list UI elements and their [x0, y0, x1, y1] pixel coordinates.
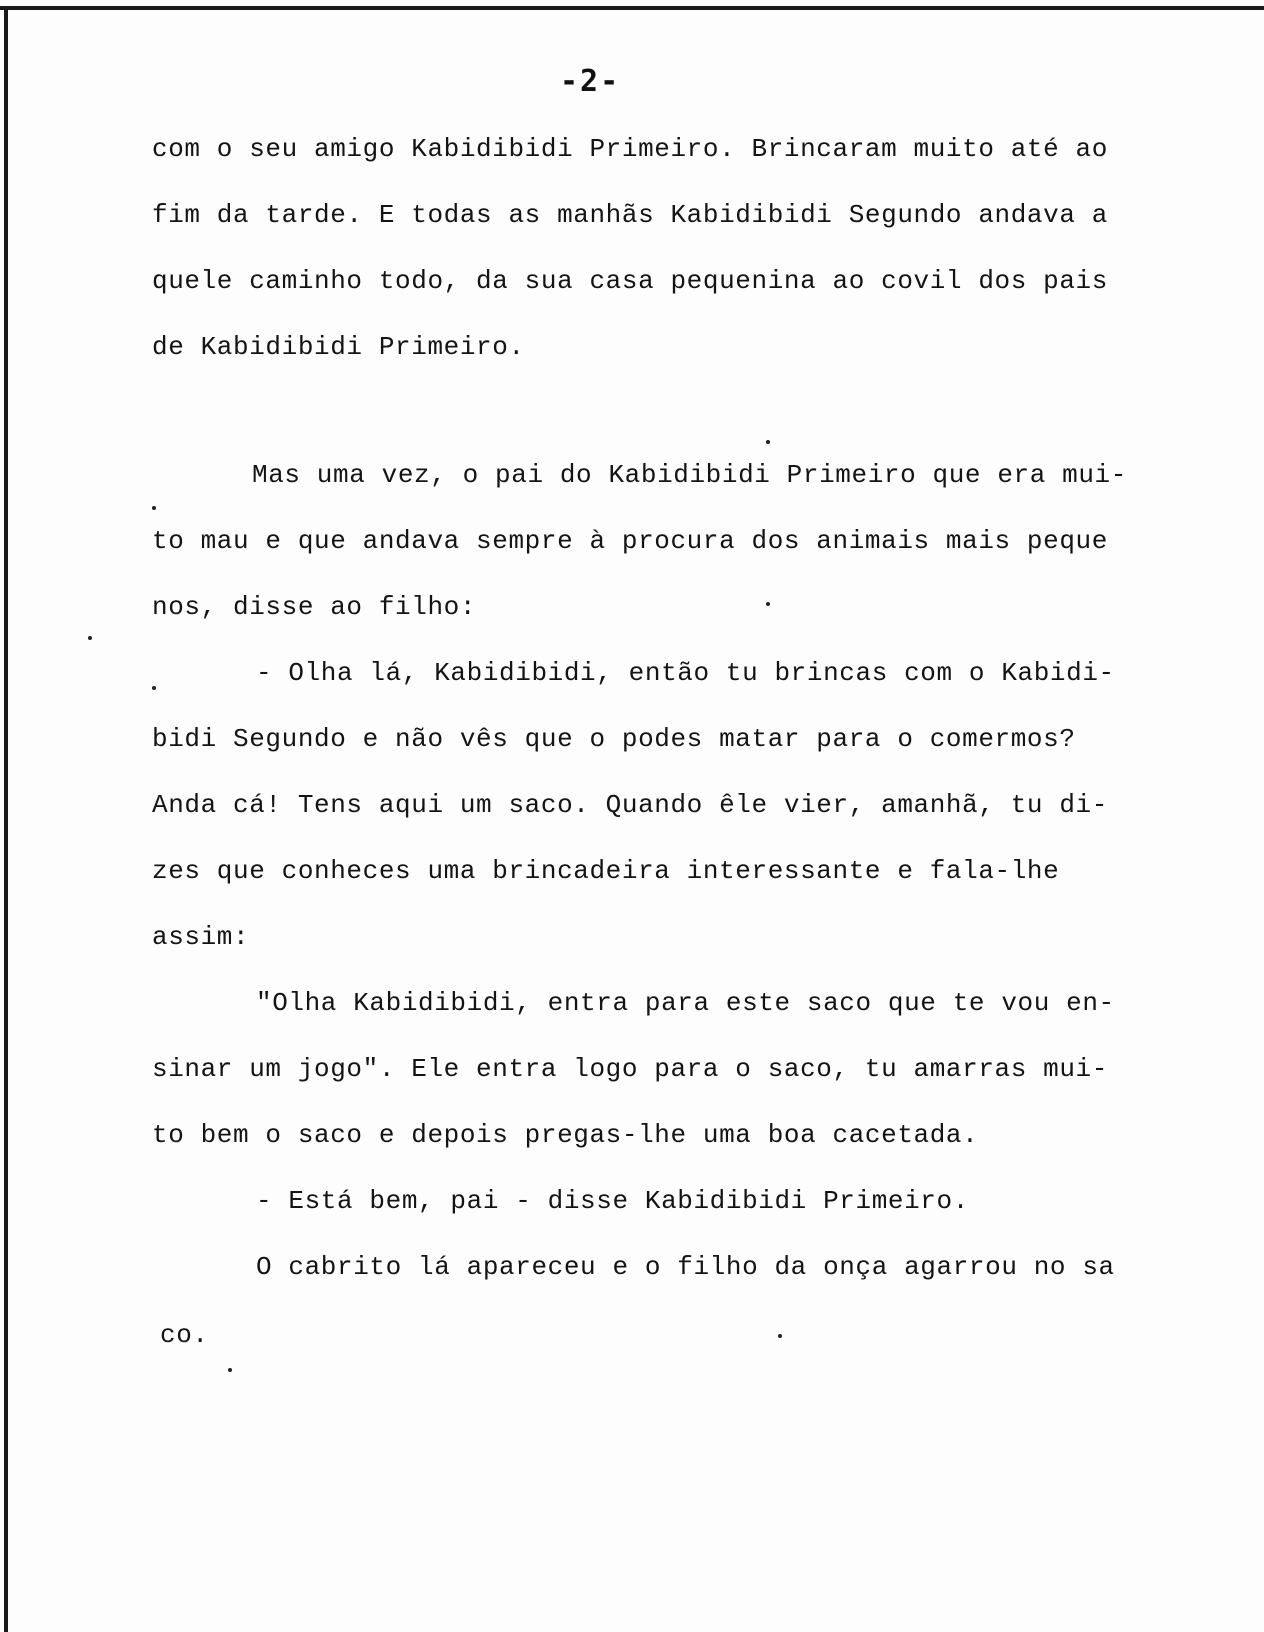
text-line: fim da tarde. E todas as manhãs Kabidibidi Segundo andava a	[152, 200, 1108, 230]
scan-left-border	[4, 6, 8, 1632]
scan-speck	[88, 636, 92, 640]
scan-speck	[152, 506, 156, 510]
page-number: -2-	[560, 64, 621, 99]
text-line: sinar um jogo". Ele entra logo para o saco, tu amarras mui-	[152, 1054, 1108, 1084]
text-line: O cabrito lá apareceu e o filho da onça agarrou no sa	[256, 1252, 1115, 1282]
scan-speck	[778, 1334, 782, 1338]
text-line: to mau e que andava sempre à procura dos animais mais peque	[152, 526, 1108, 556]
text-line: - Olha lá, Kabidibidi, então tu brincas com o Kabidi-	[256, 658, 1115, 688]
scan-speck	[228, 1368, 232, 1372]
text-line: zes que conheces uma brincadeira interessante e fala-lhe	[152, 856, 1060, 886]
text-line: de Kabidibidi Primeiro.	[152, 332, 525, 362]
text-line: - Está bem, pai - disse Kabidibidi Primeiro.	[256, 1186, 969, 1216]
text-line: assim:	[152, 922, 250, 952]
text-line: nos, disse ao filho:	[152, 592, 477, 622]
scan-speck	[766, 440, 770, 444]
text-line: bidi Segundo e não vês que o podes matar para o comermos?	[152, 724, 1076, 754]
text-line: Anda cá! Tens aqui um saco. Quando êle vier, amanhã, tu di-	[152, 790, 1108, 820]
text-line: co.	[160, 1320, 209, 1350]
scan-speck	[766, 602, 770, 606]
scan-top-border	[0, 6, 1264, 10]
text-line: to bem o saco e depois pregas-lhe uma boa cacetada.	[152, 1120, 979, 1150]
text-line: quele caminho todo, da sua casa pequenina ao covil dos pais	[152, 266, 1108, 296]
text-line: com o seu amigo Kabidibidi Primeiro. Brincaram muito até ao	[152, 134, 1108, 164]
scan-speck	[152, 686, 156, 690]
text-line: Mas uma vez, o pai do Kabidibidi Primeiro que era mui-	[252, 460, 1127, 490]
text-line: "Olha Kabidibidi, entra para este saco que te vou en-	[256, 988, 1115, 1018]
